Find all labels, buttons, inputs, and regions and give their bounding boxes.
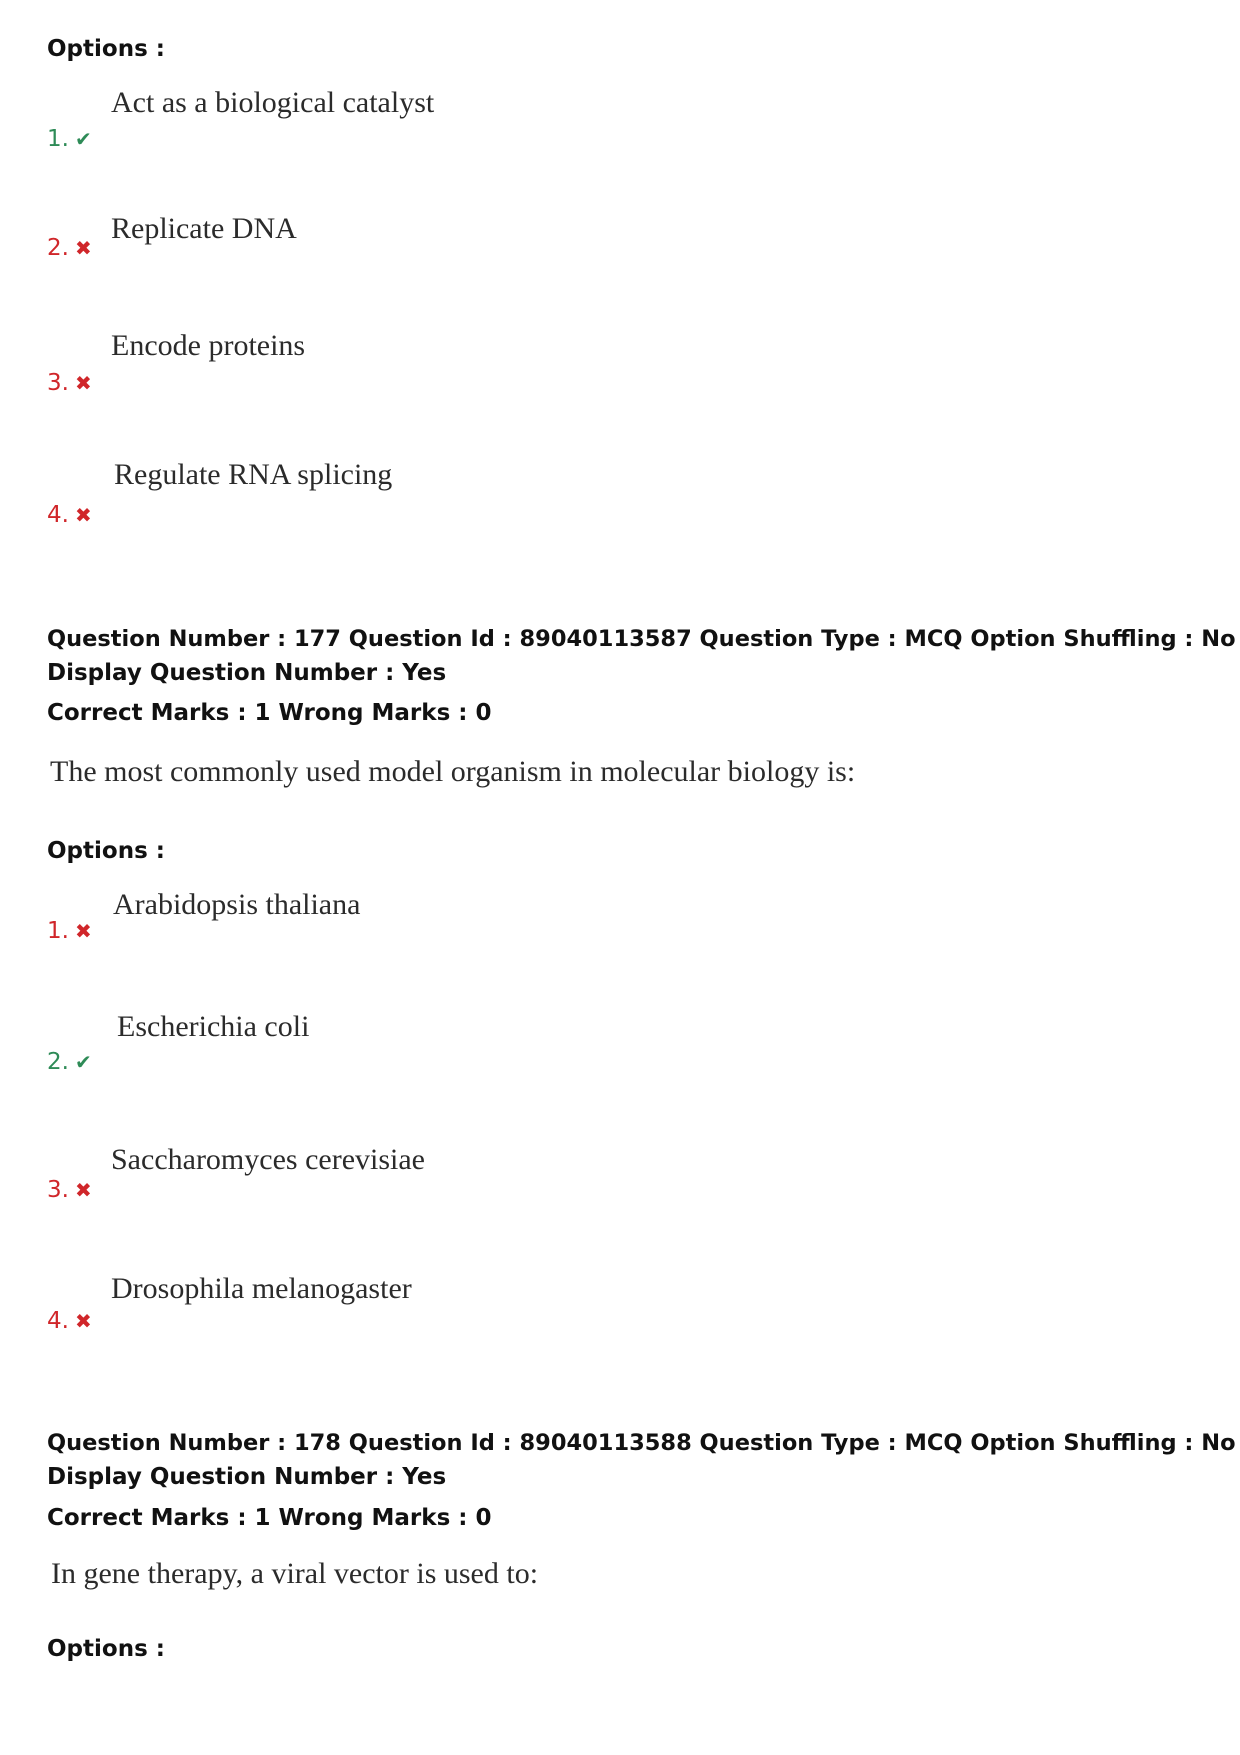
check-icon: ✔ <box>74 127 92 151</box>
marks-info: Correct Marks : 1 Wrong Marks : 0 <box>47 700 492 726</box>
option-text: Drosophila melanogaster <box>111 1272 412 1305</box>
option-text: Saccharomyces cerevisiae <box>111 1143 425 1176</box>
options-label: Options : <box>47 36 165 62</box>
option-marker <box>47 1049 92 1075</box>
option-number: 3. <box>47 370 69 396</box>
option-number: 4. <box>47 1308 69 1334</box>
question-header-line2: Display Question Number : Yes <box>47 1464 447 1490</box>
option-number: 1. <box>47 918 69 944</box>
option-number: 4. <box>47 502 69 528</box>
question-header: Question Number : 177 Question Id : 89040113587 Question Type : MCQ Option Shuffling : No <box>47 626 1236 652</box>
check-icon: ✔ <box>74 1050 92 1074</box>
cross-icon: ✖ <box>74 1309 92 1333</box>
cross-icon: ✖ <box>74 371 92 395</box>
option-marker <box>47 126 92 152</box>
option-text: Act as a biological catalyst <box>111 86 435 119</box>
option-number: 2. <box>47 235 69 261</box>
question-text: In gene therapy, a viral vector is used to: <box>51 1557 539 1590</box>
marks-info: Correct Marks : 1 Wrong Marks : 0 <box>47 1505 492 1531</box>
question-text: The most commonly used model organism in molecular biology is: <box>50 755 856 788</box>
cross-icon: ✖ <box>74 1178 92 1202</box>
option-text: Encode proteins <box>111 329 306 362</box>
option-number: 2. <box>47 1049 69 1075</box>
cross-icon: ✖ <box>74 503 92 527</box>
options-label: Options : <box>47 1636 165 1662</box>
cross-icon: ✖ <box>74 919 92 943</box>
option-text: Replicate DNA <box>111 212 297 245</box>
option-marker <box>47 235 92 261</box>
cross-icon: ✖ <box>74 236 92 260</box>
option-number: 3. <box>47 1177 69 1203</box>
question-header: Question Number : 178 Question Id : 89040113588 Question Type : MCQ Option Shuffling : No <box>47 1430 1236 1456</box>
option-marker <box>47 502 92 528</box>
option-text: Regulate RNA splicing <box>114 458 393 491</box>
options-label: Options : <box>47 838 165 864</box>
option-marker <box>47 1308 92 1334</box>
option-marker <box>47 918 92 944</box>
question-header-line2: Display Question Number : Yes <box>47 660 447 686</box>
option-text: Arabidopsis thaliana <box>113 888 361 921</box>
option-marker <box>47 370 92 396</box>
option-number: 1. <box>47 126 69 152</box>
option-marker <box>47 1177 92 1203</box>
option-text: Escherichia coli <box>117 1010 310 1043</box>
